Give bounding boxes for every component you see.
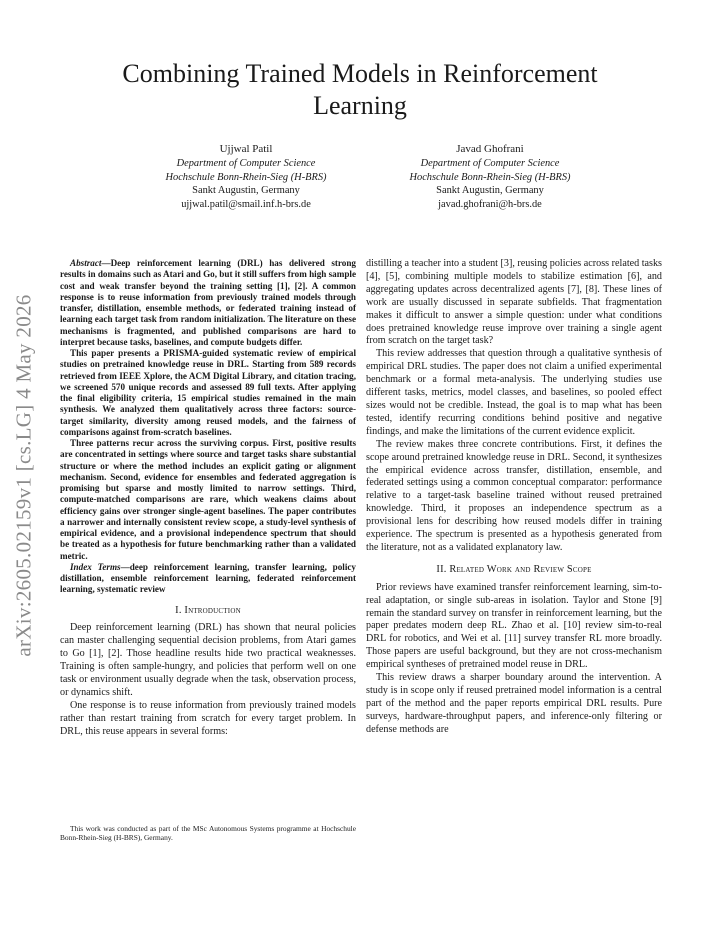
left-column — [60, 258, 356, 739]
intro-paragraph-2-continued: distilling a teacher into a student [3], reusing policies across related tasks [4], [5], combining multiple models to stabilize estimation [6], and aggregating updates across decentralized agents [7], [8]. These lines of work are usually discussed in separate subfields. That fragmentation makes it difficult to answer a simple question: under what conditions does pretrained knowledge reuse improve over training a single agent from scratch on the target task? — [366, 258, 662, 347]
abstract — [60, 258, 356, 596]
author-name: Ujjwal Patil — [219, 143, 273, 155]
author-block-2 — [370, 143, 610, 211]
author-name: Javad Ghofrani — [456, 143, 524, 155]
index-terms: Index Terms—deep reinforcement learning, transfer learning, policy distillation, ensemble reinforcement learning, federated reinforcement learning, systematic review — [60, 561, 356, 595]
arxiv-identifier-stamp — [2, 250, 46, 700]
author-department: Department of Computer Science — [420, 158, 560, 170]
author-email: ujjwal.patil@smail.inf.h-brs.de — [181, 198, 311, 210]
section-heading-related-work: II. Related Work and Review Scope — [436, 563, 592, 575]
author-email: javad.ghofrani@h-brs.de — [438, 198, 542, 210]
abstract-label: Abstract — [70, 258, 102, 268]
footnote: This work was conducted as part of the MSc Autonomous Systems programme at Hochschule Bonn-Rhein-Sieg (H-BRS), Germany. — [60, 824, 356, 842]
abstract-paragraph-2: This paper presents a PRISMA-guided systematic review of empirical studies on pretrained knowledge reuse in DRL. Starting from 589 records retrieved from IEEE Xplore, the ACM Digital Library, and citation tracing, we screened 570 unique records and assessed 89 full texts. After applying the final eligibility criteria, 15 empirical studies remained in the main synthesis. We analyzed them qualitatively across three factors: source-target similarity, diversity among reused models, and the fairness of comparisons against from-scratch baselines. — [60, 348, 356, 437]
arxiv-identifier: arXiv:2605.02159v1 [cs.LG] 4 May 2026 — [11, 293, 36, 657]
index-terms-label: Index Terms — [70, 561, 121, 572]
intro-paragraph-4: The review makes three concrete contributions. First, it defines the scope around pretrained knowledge reuse in DRL. Second, it synthesizes the empirical evidence across transfer, distillation, ensemble, and federated settings using a common conceptual comparator: performance relative to a target-task baseline trained without reused pretrained knowledge. Third, it proposes an independence spectrum as a provisional lens for describing how reused models differ in training experience. The spectrum is presented as a hypothesis generated from the literature, not as a validated explanatory law. — [366, 438, 662, 553]
author-location: Sankt Augustin, Germany — [436, 185, 544, 197]
intro-paragraph-2: One response is to reuse information from previously trained models rather than restart training from scratch for every target problem. In DRL, this reuse appears in several forms: — [60, 699, 356, 737]
author-department: Department of Computer Science — [176, 158, 316, 170]
author-institution: Hochschule Bonn-Rhein-Sieg (H-BRS) — [409, 171, 571, 183]
right-column — [366, 258, 662, 737]
section-heading-introduction: I. Introduction — [175, 604, 241, 616]
intro-paragraph-1: Deep reinforcement learning (DRL) has shown that neural policies can master challenging sequential decision problems, from Atari games to Go [1], [2]. Those headline results hide two practical weaknesses. Training is often sample-hungry, and policies that perform well on one task or environment usually degrade when the task, observation process, or dynamics shift. — [60, 622, 356, 698]
abstract-paragraph-3: Three patterns recur across the surviving corpus. First, positive results are concentrated in settings where source and target tasks share substantial structure or where the method includes an explicit gating or alignment mechanism. Second, evidence for ensembles and federated aggregation is promising but sparse and mostly limited to narrow settings. Third, compute-matched comparisons are rare, which weakens claims about efficiency gains over stronger single-agent baselines. The paper contributes a narrower and internally consistent review scope, a study-level synthesis of empirical evidence, and a provisional independence spectrum that should be treated as a hypothesis for future benchmarking rather than a validated metric. — [60, 438, 356, 561]
paper-title: Combining Trained Models in Reinforcement Learning — [122, 59, 598, 120]
related-paragraph-1: Prior reviews have examined transfer reinforcement learning, sim-to-real adaptation, or single sub-areas in isolation. Taylor and Stone [9] remain the standard survey on transfer in reinforcement learning, but the paper predates modern deep RL. Zhao et al. [10] review sim-to-real DRL for robotics, and Wei et al. [11] survey transfer RL more broadly. Those papers are useful background, but they are not cross-mechanism empirical syntheses of pretrained model reuse in DRL. — [366, 581, 662, 671]
author-location: Sankt Augustin, Germany — [192, 185, 300, 197]
intro-paragraph-3: This review addresses that question through a qualitative synthesis of empirical DRL studies. The paper does not claim a unified experimental benchmark or a formal meta-analysis. The underlying studies use different tasks, metrics, model classes, and baselines, so pooled effect sizes would not be credible. Instead, the goal is to map what has been tested, identify recurring conditions behind positive and negative findings, and make the limitations of the current evidence explicit. — [366, 348, 662, 437]
abstract-paragraph-1: Abstract—Deep reinforcement learning (DRL) has delivered strong results in domains such as Atari and Go, but it still suffers from high sample cost and weak transfer beyond the training setting [1], [2]. A common response is to reuse information from previously trained models through transfer, distillation, ensemble methods, or federated training instead of learning each target task from random initialization. The literature on these mechanisms is fragmented, and published comparisons are hard to interpret because tasks, baselines, and compute budgets differ. — [60, 258, 357, 347]
author-block-1 — [126, 143, 366, 211]
related-paragraph-2: This review draws a sharper boundary around the intervention. A study is in scope only if reused pretrained model information is a central part of the method and the paper reports empirical DRL results. Pure surveys, hardware-throughput papers, and inference-only filtering or defense methods are — [366, 672, 662, 735]
author-institution: Hochschule Bonn-Rhein-Sieg (H-BRS) — [165, 171, 327, 183]
